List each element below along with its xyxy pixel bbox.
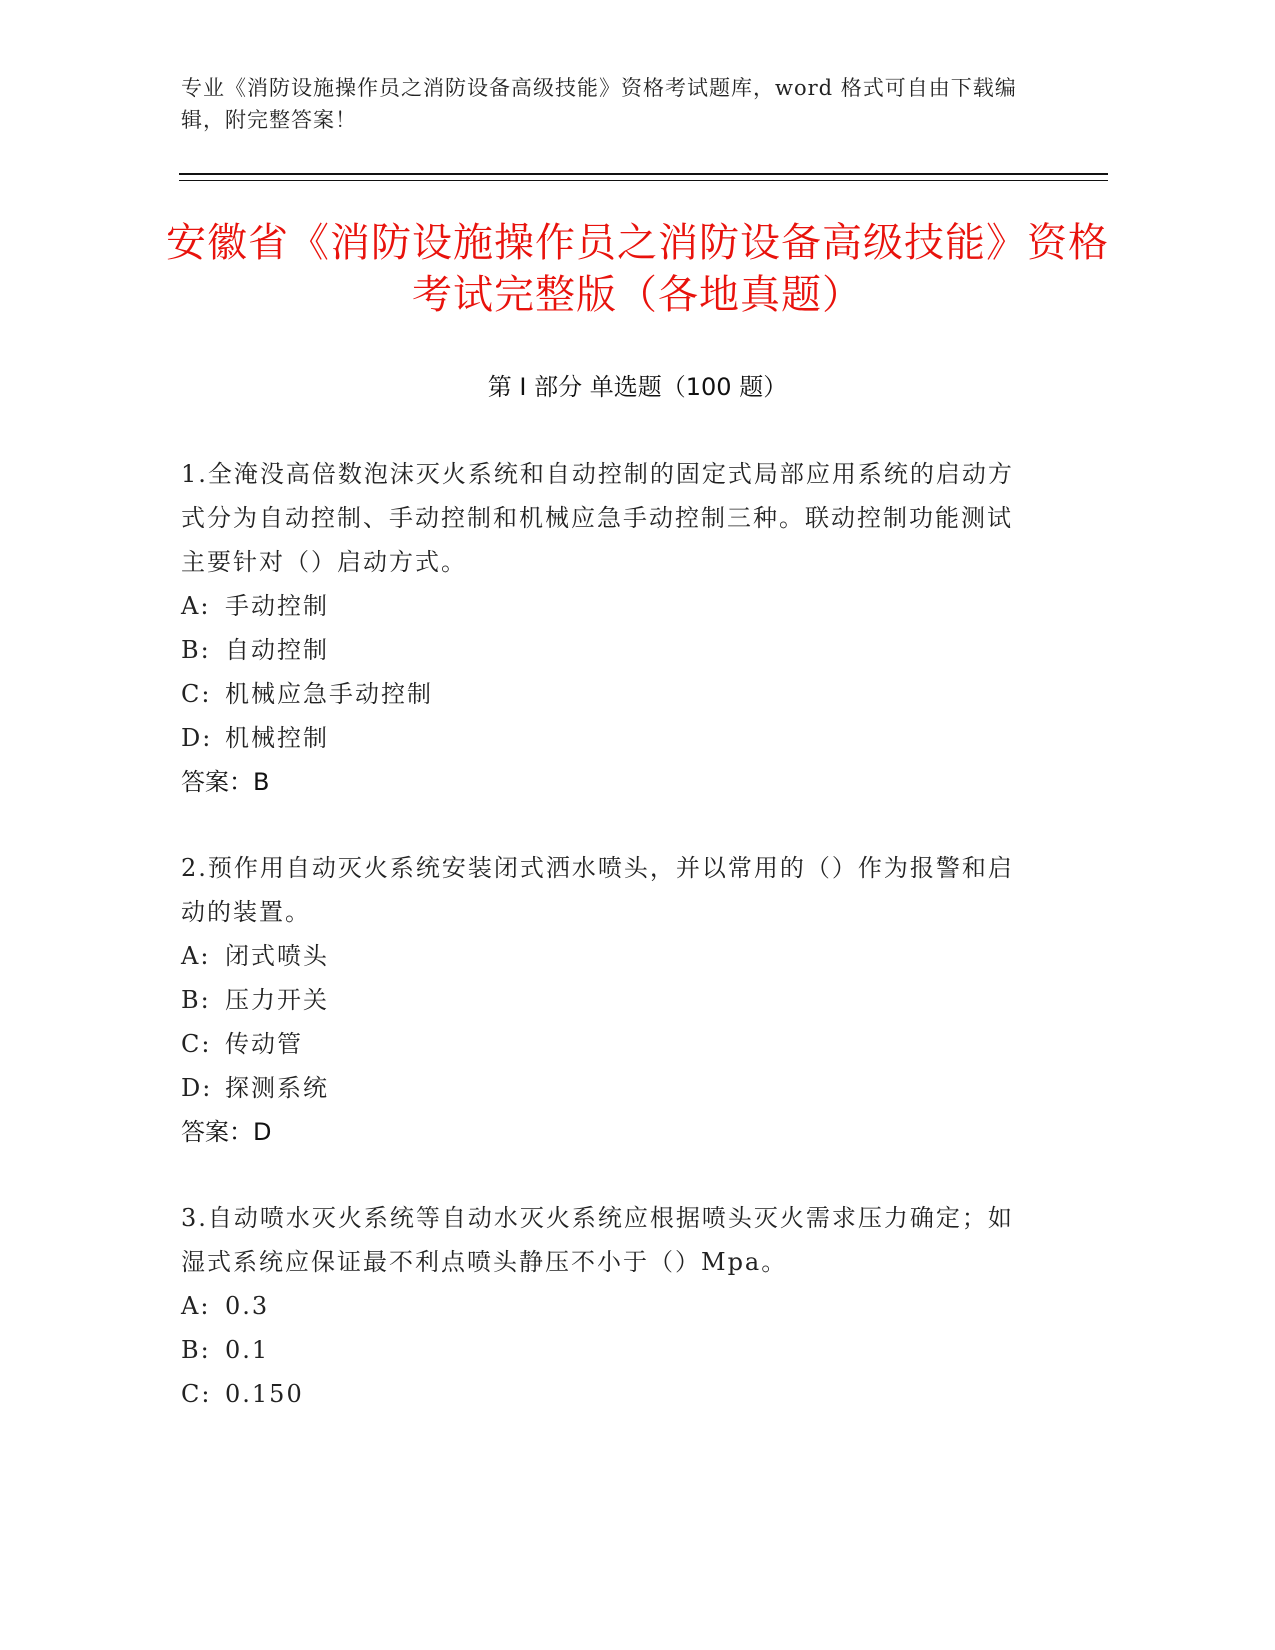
document-title: 安徽省《消防设施操作员之消防设备高级技能》资格考试完整版（各地真题） xyxy=(166,220,1109,318)
question-1 xyxy=(181,452,1021,804)
option-text: 0.3 xyxy=(225,1292,270,1320)
option-text: 探测系统 xyxy=(225,1074,329,1102)
option-text: 0.1 xyxy=(225,1336,270,1364)
option-text: 0.150 xyxy=(225,1380,304,1408)
header-rule-thin xyxy=(179,180,1108,181)
option-letter: B: xyxy=(181,986,211,1014)
question-stem: 1.全淹没高倍数泡沫灭火系统和自动控制的固定式局部应用系统的启动方式分为自动控制、手动控制和机械应急手动控制三种。联动控制功能测试主要针对（）启动方式。 xyxy=(181,460,1014,576)
header-note: 专业《消防设施操作员之消防设备高级技能》资格考试题库，word 格式可自由下载编辑，附完整答案！ xyxy=(181,76,1017,132)
option-d xyxy=(181,716,1021,760)
answer: 答案：B xyxy=(181,768,270,796)
answer: 答案：D xyxy=(181,1118,272,1146)
option-letter: C: xyxy=(181,1380,212,1408)
question-stem: 2.预作用自动灭火系统安装闭式洒水喷头，并以常用的（）作为报警和启动的装置。 xyxy=(181,854,1014,926)
option-text: 手动控制 xyxy=(225,592,329,620)
option-letter: D: xyxy=(181,1074,213,1102)
option-a xyxy=(181,584,1021,628)
option-b xyxy=(181,1328,1021,1372)
header-rule-thick xyxy=(179,173,1108,175)
option-text: 自动控制 xyxy=(225,636,329,664)
option-text: 机械控制 xyxy=(225,724,329,752)
option-c xyxy=(181,672,1021,716)
question-3 xyxy=(181,1196,1021,1416)
option-c xyxy=(181,1372,1021,1416)
question-stem: 3.自动喷水灭火系统等自动水灭火系统应根据喷头灭火需求压力确定；如湿式系统应保证最不利点喷头静压不小于（）Mpa。 xyxy=(181,1204,1014,1276)
option-letter: A: xyxy=(181,1292,211,1320)
option-text: 闭式喷头 xyxy=(225,942,329,970)
option-text: 压力开关 xyxy=(225,986,329,1014)
question-2 xyxy=(181,846,1021,1154)
option-letter: D: xyxy=(181,724,213,752)
section-heading: 第 I 部分 单选题（100 题） xyxy=(487,373,788,401)
option-d xyxy=(181,1066,1021,1110)
option-letter: B: xyxy=(181,636,211,664)
option-c xyxy=(181,1022,1021,1066)
option-a xyxy=(181,1284,1021,1328)
option-letter: C: xyxy=(181,1030,212,1058)
option-b xyxy=(181,628,1021,672)
option-letter: C: xyxy=(181,680,212,708)
option-a xyxy=(181,934,1021,978)
option-letter: A: xyxy=(181,942,211,970)
option-letter: B: xyxy=(181,1336,211,1364)
option-letter: A: xyxy=(181,592,211,620)
option-text: 机械应急手动控制 xyxy=(225,680,433,708)
option-text: 传动管 xyxy=(225,1030,303,1058)
option-b xyxy=(181,978,1021,1022)
